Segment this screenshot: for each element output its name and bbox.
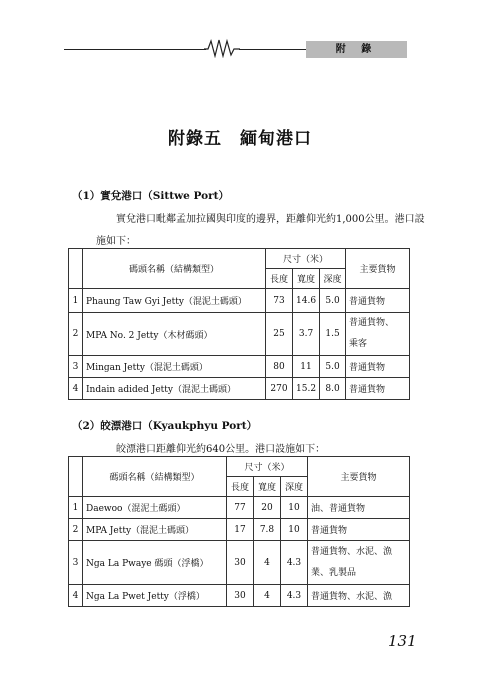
jetty-depth: 10 xyxy=(281,497,308,519)
jetty-name: Indain adided Jetty（混泥土碼頭） xyxy=(83,378,266,400)
jetty-width: 11 xyxy=(293,356,320,378)
cargo-line: 普通貨物、 xyxy=(349,318,395,328)
table-header-row xyxy=(69,249,410,269)
table-header-row xyxy=(69,457,410,477)
jetty-cargo xyxy=(308,519,410,541)
cargo-line: 普通貨物 xyxy=(349,385,386,395)
header-length-cell: 長度 xyxy=(266,269,293,289)
row-number: 4 xyxy=(69,378,83,400)
header-rule-right xyxy=(239,49,306,50)
jetty-depth: 4.3 xyxy=(281,541,308,585)
cargo-line-2: 業、乳製品 xyxy=(311,567,357,578)
jetty-name: Phaung Taw Gyi Jetty（混泥土碼頭） xyxy=(83,289,266,313)
jetty-width: 4 xyxy=(254,585,281,607)
page-number: 131 xyxy=(388,632,417,650)
section-intro-kyaukphyu: 皎漂港口距離仰光約640公里。港口設施如下： xyxy=(116,444,326,455)
jetty-depth: 8.0 xyxy=(320,378,346,400)
table-row xyxy=(69,541,410,585)
header-width-cell: 寬度 xyxy=(293,269,320,289)
jetty-depth: 5.0 xyxy=(320,289,346,313)
table-row xyxy=(69,356,410,378)
jetty-name: Nga La Pwaye 碼頭（浮橋） xyxy=(83,541,227,585)
jetty-width: 14.6 xyxy=(293,289,320,313)
row-number: 1 xyxy=(69,289,83,313)
kyaukphyu-jetty-table xyxy=(68,456,410,607)
jetty-depth: 10 xyxy=(281,519,308,541)
header-cargo-cell: 主要貨物 xyxy=(308,457,410,497)
sittwe-jetty-table xyxy=(68,248,410,400)
section-heading-sittwe: （1）實兌港口（Sittwe Port） xyxy=(72,190,229,202)
jetty-length: 73 xyxy=(266,289,293,313)
jetty-cargo xyxy=(346,378,410,400)
jetty-width: 20 xyxy=(254,497,281,519)
jetty-cargo xyxy=(308,585,410,607)
cargo-line: 普通貨物 xyxy=(311,526,348,536)
jetty-length: 80 xyxy=(266,356,293,378)
header-no-cell xyxy=(69,457,83,497)
row-number: 2 xyxy=(69,313,83,356)
jetty-depth: 5.0 xyxy=(320,356,346,378)
header-name-cell: 碼頭名稱（結構類型） xyxy=(83,249,266,289)
header-cargo-cell: 主要貨物 xyxy=(346,249,410,289)
row-number: 2 xyxy=(69,519,83,541)
jetty-cargo xyxy=(308,541,410,585)
jetty-name: Nga La Pwet Jetty（浮橋） xyxy=(83,585,227,607)
table-row xyxy=(69,497,410,519)
jetty-name: MPA No. 2 Jetty（木材碼頭） xyxy=(83,313,266,356)
jetty-name: MPA Jetty（混泥土碼頭） xyxy=(83,519,227,541)
jetty-cargo xyxy=(346,289,410,313)
jetty-length: 17 xyxy=(227,519,254,541)
jetty-width: 7.8 xyxy=(254,519,281,541)
header-depth-cell: 深度 xyxy=(320,269,346,289)
table-row xyxy=(69,585,410,607)
header-width-cell: 寬度 xyxy=(254,477,281,497)
header-label: 附 錄 xyxy=(335,44,378,55)
jetty-cargo xyxy=(346,356,410,378)
jetty-length: 77 xyxy=(227,497,254,519)
jetty-depth: 4.3 xyxy=(281,585,308,607)
jetty-cargo xyxy=(346,313,410,356)
section-heading-kyaukphyu: （2）皎漂港口（Kyaukphyu Port） xyxy=(72,420,258,432)
jetty-length: 30 xyxy=(227,585,254,607)
section-intro-sittwe-line2: 施如下： xyxy=(96,236,136,247)
jetty-width: 15.2 xyxy=(293,378,320,400)
header-rule-left xyxy=(64,49,206,50)
jetty-width: 4 xyxy=(254,541,281,585)
cargo-line: 普通貨物、水泥、漁 xyxy=(311,592,393,602)
table-row xyxy=(69,378,410,400)
header-length-cell: 長度 xyxy=(227,477,254,497)
row-number: 4 xyxy=(69,585,83,607)
cargo-line: 普通貨物 xyxy=(349,363,386,373)
header-size-cell: 尺寸（米） xyxy=(227,457,308,477)
table-row xyxy=(69,519,410,541)
jetty-length: 30 xyxy=(227,541,254,585)
jetty-length: 270 xyxy=(266,378,293,400)
table-row xyxy=(69,289,410,313)
cargo-line: 普通貨物、水泥、漁 xyxy=(311,546,393,557)
cargo-line-2: 乘客 xyxy=(349,339,368,349)
jetty-width: 3.7 xyxy=(293,313,320,356)
table-row xyxy=(69,313,410,356)
jetty-cargo xyxy=(308,497,410,519)
section-intro-sittwe-line1: 實兌港口毗鄰孟加拉國與印度的邊界，距離仰光約1,000公里。港口設 xyxy=(116,214,425,225)
jetty-name: Daewoo（混泥土碼頭） xyxy=(83,497,227,519)
header-no-cell xyxy=(69,249,83,289)
row-number: 3 xyxy=(69,356,83,378)
header-depth-cell: 深度 xyxy=(281,477,308,497)
page-title: 附錄五 緬甸港口 xyxy=(168,129,312,149)
row-number: 3 xyxy=(69,541,83,585)
jetty-name: Mingan Jetty（混泥土碼頭） xyxy=(83,356,266,378)
row-number: 1 xyxy=(69,497,83,519)
cargo-line: 普通貨物 xyxy=(349,297,386,307)
jetty-depth: 1.5 xyxy=(320,313,346,356)
header-size-cell: 尺寸（米） xyxy=(266,249,346,269)
cargo-line: 油、普通貨物 xyxy=(311,504,366,514)
jetty-length: 25 xyxy=(266,313,293,356)
header-name-cell: 碼頭名稱（結構類型） xyxy=(83,457,227,497)
header-zigzag-ornament xyxy=(204,38,240,58)
